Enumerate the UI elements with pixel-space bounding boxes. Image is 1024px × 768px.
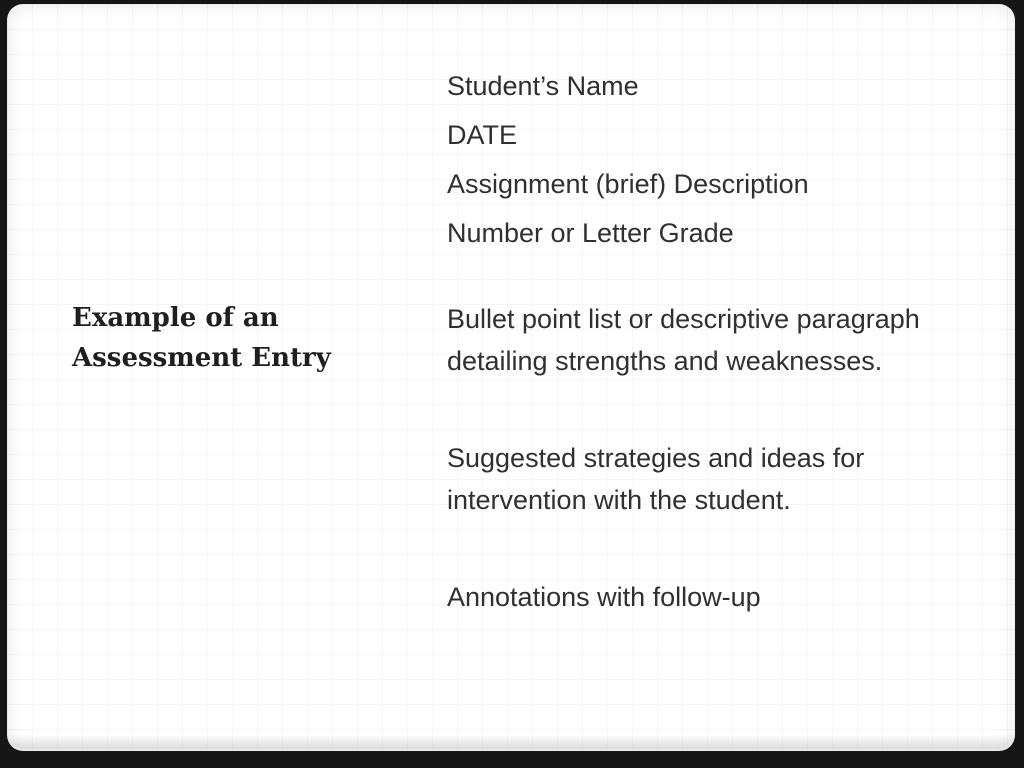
slide-title: Example of an Assessment Entry — [72, 303, 331, 373]
field-student-name: Student’s Name — [447, 71, 639, 101]
spacer — [447, 382, 967, 437]
paragraph-strategies: Suggested strategies and ideas for intervention with the student. — [447, 443, 865, 515]
slide-content — [447, 62, 967, 618]
spacer — [447, 258, 967, 298]
paragraph-strengths-weaknesses: Bullet point list or descriptive paragraph detailing strengths and weaknesses. — [447, 304, 920, 376]
field-grade: Number or Letter Grade — [447, 218, 734, 248]
field-date: DATE — [447, 120, 518, 150]
paragraph-annotations: Annotations with follow-up — [447, 582, 761, 612]
field-assignment-description: Assignment (brief) Description — [447, 169, 809, 199]
slide — [7, 4, 1015, 749]
spacer — [447, 521, 967, 576]
